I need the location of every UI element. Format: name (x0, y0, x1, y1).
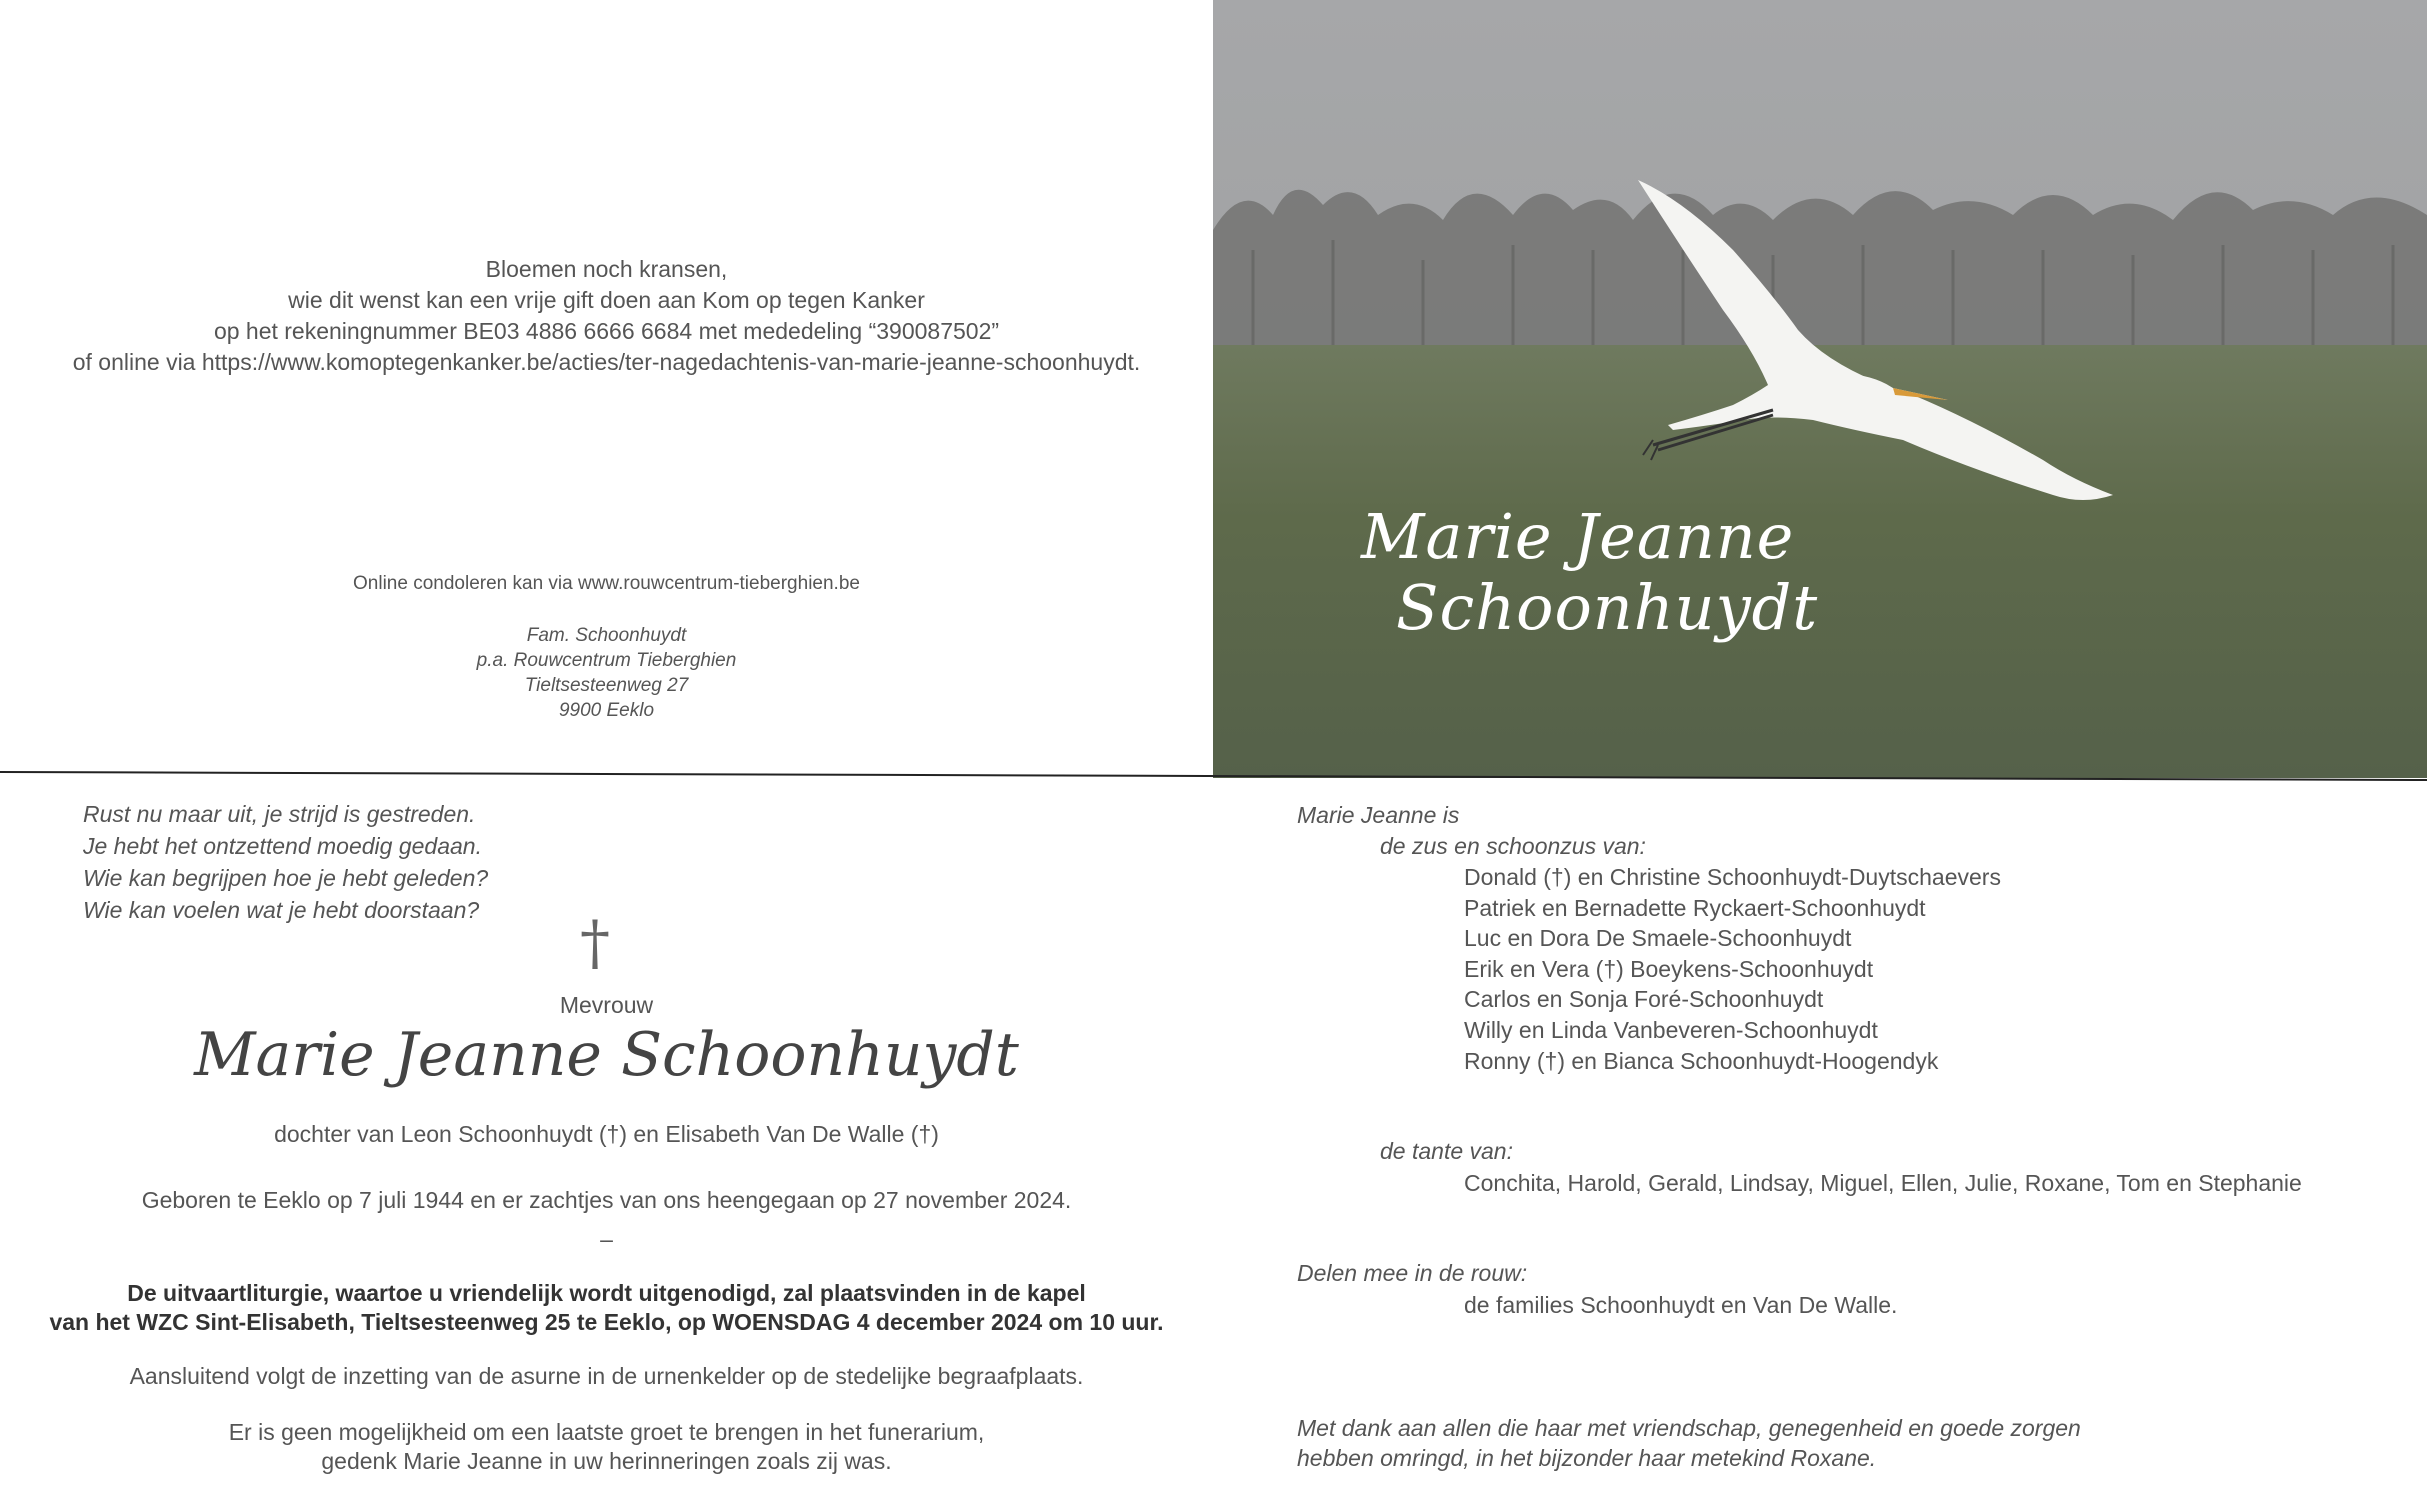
poem-line: Je hebt het ontzettend moedig gedaan. (83, 833, 482, 859)
farewell-line: Er is geen mogelijkheid om een laatste groet te brengen in het funerarium, (228, 1419, 985, 1445)
poem-line: Wie kan voelen wat je hebt doorstaan? (83, 897, 480, 923)
cover-name-first: Marie Jeanne (1361, 500, 1795, 573)
donation-line: op het rekeningnummer BE03 4886 6666 6684 met mededeling “390087502” (213, 318, 1000, 344)
separator-dash: – (600, 1226, 613, 1252)
address-line: p.a. Rouwcentrum Tieberghien (476, 650, 737, 671)
list-item: Luc en Dora De Smaele-Schoonhuydt (1464, 925, 1852, 952)
thanks-line: hebben omringd, in het bijzonder haar metekind Roxane. (1297, 1445, 1877, 1471)
list-item: Erik en Vera (†) Boeykens-Schoonhuydt (1464, 955, 1874, 982)
list-item: Carlos en Sonja Foré-Schoonhuydt (1464, 986, 1824, 1013)
donation-line: of online via https://www.komoptegenkanker.be/acties/ter-nagedachtenis-van-marie-jeanne-schoonhuydt. (72, 349, 1141, 375)
cross-icon: † (580, 908, 610, 978)
list-item: Donald (†) en Christine Schoonhuydt-Duytschaevers (1464, 864, 2001, 890)
liturgy-line: De uitvaartliturgie, waartoe u vriendelijk wordt uitgenodigd, zal plaatsvinden in de kapel (127, 1280, 1086, 1306)
aunt-label: de tante van: (1380, 1138, 1513, 1164)
announcement-panel (0, 780, 1213, 1509)
cover-photo (1213, 0, 2427, 778)
liturgy-line: van het WZC Sint-Elisabeth, Tieltsesteenweg 25 te Eeklo, op WOENSDAG 4 december 2024 om 10 uur. (49, 1309, 1164, 1335)
list-item: Patriek en Bernadette Ryckaert-Schoonhuydt (1464, 894, 1926, 921)
thanks-line: Met dank aan allen die haar met vriendschap, genegenheid en goede zorgen (1297, 1415, 2081, 1441)
birth-death-dates: Geboren te Eeklo op 7 juli 1944 en er zachtjes van ons heengegaan op 27 november 2024. (141, 1187, 1072, 1213)
nieces-list: Conchita, Harold, Gerald, Lindsay, Miguel, Ellen, Julie, Roxane, Tom en Stephanie (1464, 1170, 2302, 1196)
urn-notice: Aansluitend volgt de inzetting van de asurne in de urnenkelder op de stedelijke begraafplaats. (129, 1363, 1084, 1389)
donation-notice (0, 254, 1213, 378)
farewell-line: gedenk Marie Jeanne in uw herinneringen zoals zij was. (321, 1448, 892, 1474)
siblings-label: de zus en schoonzus van: (1380, 833, 1646, 859)
poem-line: Wie kan begrijpen hoe je hebt geleden? (83, 865, 489, 891)
list-item: Willy en Linda Vanbeveren-Schoonhuydt (1464, 1016, 1878, 1043)
deceased-name: Marie Jeanne Schoonhuydt (194, 1020, 1019, 1090)
poem-line: Rust nu maar uit, je strijd is gestreden. (83, 801, 476, 827)
address-line: 9900 Eeklo (558, 700, 655, 721)
list-item: Ronny (†) en Bianca Schoonhuydt-Hoogendyk (1464, 1047, 1939, 1074)
parents-line: dochter van Leon Schoonhuydt (†) en Elisabeth Van De Walle (†) (274, 1121, 939, 1147)
mourning-label: Delen mee in de rouw: (1297, 1260, 1528, 1286)
contact-address (0, 623, 1213, 723)
family-intro: Marie Jeanne is (1297, 802, 1460, 828)
family-panel (1213, 780, 2427, 1509)
thanks-note (1297, 1413, 2081, 1473)
cover-name-last: Schoonhuydt (1396, 571, 1819, 644)
back-cover-panel (0, 0, 1213, 775)
mourning-families: de families Schoonhuydt en Van De Walle. (1464, 1292, 1898, 1318)
liturgy-notice (0, 1279, 1213, 1337)
donation-line: Bloemen noch kransen, (485, 256, 728, 282)
donation-line: wie dit wenst kan een vrije gift doen aan Kom op tegen Kanker (288, 287, 925, 313)
heron-photo (1213, 0, 2427, 778)
address-line: Tieltsesteenweg 27 (524, 675, 689, 696)
title-honorific: Mevrouw (559, 992, 654, 1018)
online-condolence: Online condoleren kan via www.rouwcentrum-tieberghien.be (353, 573, 860, 594)
farewell-notice (0, 1418, 1213, 1476)
siblings-list (1464, 862, 2001, 1076)
poem (83, 798, 488, 926)
address-line: Fam. Schoonhuydt (526, 625, 687, 646)
